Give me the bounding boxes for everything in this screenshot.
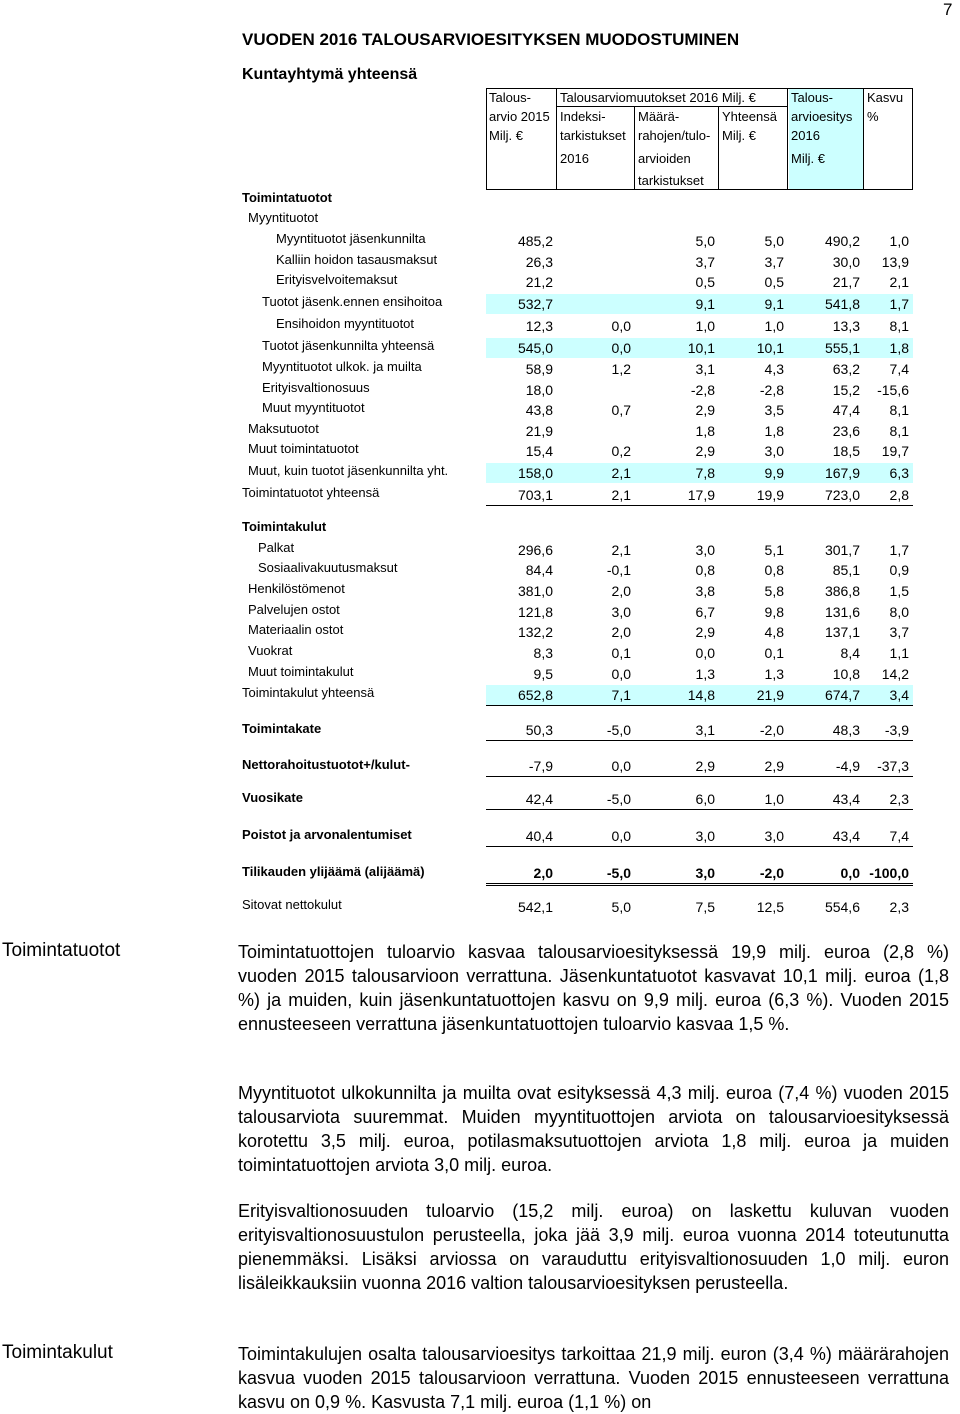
cell-value: 40,4 xyxy=(525,828,553,844)
paragraph: Toimintakulujen osalta talousarvioesitys tarkoittaa 21,9 milj. euron (3,4 %) määrärahojen kasvua vuoden 2015 talousarvioon verrattuna. Vuoden 2015 ennusteeseen verrattuna kasvu on 0,9 %. Kasvusta 7,1 milj. euroa (1,1 %) on xyxy=(238,1344,949,1412)
cell-value: 3,0 xyxy=(695,542,715,558)
cell-value: 48,3 xyxy=(832,722,860,738)
cell-value: 1,3 xyxy=(695,666,715,682)
cell-value: -7,9 xyxy=(528,758,553,774)
cell-value: 1,8 xyxy=(764,423,784,439)
cell-value: -5,0 xyxy=(606,722,631,738)
cell-value: 1,0 xyxy=(764,791,784,807)
row-underline xyxy=(486,885,913,886)
cell-value: 2,3 xyxy=(889,791,909,807)
cell-value: 386,8 xyxy=(824,583,860,599)
cell-value: 8,1 xyxy=(889,423,909,439)
row-label: Henkilöstömenot xyxy=(248,581,345,596)
table-row xyxy=(0,826,960,846)
row-label: Materiaalin ostot xyxy=(248,622,344,637)
cell-value: 554,6 xyxy=(824,899,860,915)
cell-value: 158,0 xyxy=(517,465,553,481)
cell-value: -0,1 xyxy=(606,562,631,578)
cell-value: 10,1 xyxy=(687,340,715,356)
row-label: Myyntituotot jäsenkunnilta xyxy=(276,231,426,246)
cell-value: 121,8 xyxy=(517,604,553,620)
cell-value: 674,7 xyxy=(824,687,860,703)
row-underline xyxy=(486,740,913,741)
table-row xyxy=(0,581,960,601)
cell-value: 485,2 xyxy=(517,233,553,249)
cell-value: 703,1 xyxy=(517,487,553,503)
cell-value: 1,1 xyxy=(889,645,909,661)
row-label: Tilikauden ylijäämä (alijäämä) xyxy=(242,864,425,879)
side-heading-expenses: Toimintakulut xyxy=(2,1342,113,1363)
cell-value: 58,9 xyxy=(525,361,553,377)
cell-value: -15,6 xyxy=(877,382,909,398)
cell-value: 301,7 xyxy=(824,542,860,558)
table-row xyxy=(0,863,960,883)
table-row xyxy=(0,643,960,663)
cell-value: 43,4 xyxy=(832,791,860,807)
cell-value: 652,8 xyxy=(517,687,553,703)
cell-value: 3,0 xyxy=(764,828,784,844)
table-row xyxy=(0,294,960,314)
cell-value: 12,5 xyxy=(756,899,784,915)
cell-value: 5,1 xyxy=(764,542,784,558)
table-row xyxy=(0,359,960,379)
cell-value: -2,8 xyxy=(759,382,784,398)
row-label: Erityisvaltionosuus xyxy=(262,380,370,395)
table-row xyxy=(0,756,960,776)
row-label: Toimintatuotot yhteensä xyxy=(242,485,380,500)
cell-value: 490,2 xyxy=(824,233,860,249)
cell-value: 3,0 xyxy=(695,865,715,881)
cell-value: 5,0 xyxy=(611,899,631,915)
cell-value: 21,9 xyxy=(525,423,553,439)
table-row xyxy=(0,421,960,441)
cell-value: 3,1 xyxy=(695,361,715,377)
row-label: Muut toimintakulut xyxy=(248,664,354,679)
cell-value: 0,0 xyxy=(695,645,715,661)
cell-value: 2,0 xyxy=(611,624,631,640)
row-label: Myyntituotot ulkok. ja muilta xyxy=(262,359,422,374)
cell-value: 7,8 xyxy=(695,465,715,481)
table-row xyxy=(0,380,960,400)
cell-value: 5,0 xyxy=(695,233,715,249)
cell-value: 1,7 xyxy=(889,542,909,558)
cell-value: 6,7 xyxy=(695,604,715,620)
cell-value: 21,9 xyxy=(756,687,784,703)
cell-value: 2,9 xyxy=(764,758,784,774)
cell-value: 2,1 xyxy=(611,487,631,503)
table-row xyxy=(0,685,960,705)
cell-value: 8,3 xyxy=(533,645,553,661)
cell-value: 63,2 xyxy=(832,361,860,377)
cell-value: 541,8 xyxy=(824,296,860,312)
cell-value: 131,6 xyxy=(824,604,860,620)
cell-value: 23,6 xyxy=(832,423,860,439)
row-label: Poistot ja arvonalentumiset xyxy=(242,827,412,842)
cell-value: 0,8 xyxy=(764,562,784,578)
cell-value: 3,4 xyxy=(889,687,909,703)
cell-value: 0,0 xyxy=(611,758,631,774)
table-row xyxy=(0,720,960,740)
row-label: Vuosikate xyxy=(242,790,303,805)
cell-value: 19,9 xyxy=(756,487,784,503)
table-row xyxy=(0,518,960,538)
cell-value: 1,3 xyxy=(764,666,784,682)
cell-value: 137,1 xyxy=(824,624,860,640)
cell-value: 723,0 xyxy=(824,487,860,503)
cell-value: 13,9 xyxy=(881,254,909,270)
cell-value: 2,1 xyxy=(611,465,631,481)
row-label: Kalliin hoidon tasausmaksut xyxy=(276,252,438,267)
cell-value: 0,2 xyxy=(611,443,631,459)
cell-value: 0,5 xyxy=(695,274,715,290)
cell-value: 43,4 xyxy=(832,828,860,844)
row-label: Muut, kuin tuotot jäsenkunnilta yht. xyxy=(248,463,449,478)
cell-value: -2,0 xyxy=(759,865,784,881)
cell-value: 2,8 xyxy=(889,487,909,503)
cell-value: 2,0 xyxy=(533,865,553,881)
row-label: Maksutuotot xyxy=(248,421,319,436)
cell-value: -4,9 xyxy=(835,758,860,774)
cell-value: 15,4 xyxy=(525,443,553,459)
cell-value: 555,1 xyxy=(824,340,860,356)
cell-value: 167,9 xyxy=(824,465,860,481)
cell-value: 3,8 xyxy=(695,583,715,599)
paragraph: Erityisvaltionosuuden tuloarvio (15,2 milj. euroa) on laskettu kuluvan vuoden erityisvaltionosuustulon perusteella, joka jää 3,9 milj. euroa vuonna 2014 toteutunutta pienemmäksi. Lisäksi arviossa on varauduttu erityisvaltionosuuden 1,0 milj. euron lisäleikkauksiin vuonna 2016 valtion talousarvioesityksen perusteella. xyxy=(238,1201,949,1293)
page-subtitle: Kuntayhtymä yhteensä xyxy=(242,66,418,83)
row-label: Vuokrat xyxy=(248,643,293,658)
table-row xyxy=(0,463,960,483)
cell-value: 1,0 xyxy=(695,318,715,334)
cell-value: 15,2 xyxy=(832,382,860,398)
row-label: Toimintakulut yhteensä xyxy=(242,685,375,700)
table-row xyxy=(0,252,960,272)
cell-value: 85,1 xyxy=(832,562,860,578)
row-label: Muut myyntituotot xyxy=(262,400,365,415)
row-label: Muut toimintatuotot xyxy=(248,441,359,456)
cell-value: 0,8 xyxy=(695,562,715,578)
table-row xyxy=(0,190,960,210)
cell-value: -3,9 xyxy=(884,722,909,738)
cell-value: 1,8 xyxy=(889,340,909,356)
table-row xyxy=(0,485,960,505)
cell-value: 3,0 xyxy=(611,604,631,620)
cell-value: 545,0 xyxy=(517,340,553,356)
cell-value: 47,4 xyxy=(832,402,860,418)
cell-value: 3,1 xyxy=(695,722,715,738)
table-row xyxy=(0,316,960,336)
table-row xyxy=(0,664,960,684)
row-label: Toimintakulut xyxy=(242,519,327,534)
cell-value: 21,7 xyxy=(832,274,860,290)
row-underline xyxy=(486,883,913,884)
cell-value: 296,6 xyxy=(517,542,553,558)
cell-value: 2,1 xyxy=(889,274,909,290)
cell-value: 17,9 xyxy=(687,487,715,503)
cell-value: 1,2 xyxy=(611,361,631,377)
cell-value: -100,0 xyxy=(869,865,909,881)
cell-value: 13,3 xyxy=(832,318,860,334)
cell-value: 132,2 xyxy=(517,624,553,640)
cell-value: 8,4 xyxy=(840,645,860,661)
cell-value: 0,9 xyxy=(889,562,909,578)
cell-value: 9,9 xyxy=(764,465,784,481)
cell-value: 9,5 xyxy=(533,666,553,682)
cell-value: 26,3 xyxy=(525,254,553,270)
cell-value: 3,7 xyxy=(764,254,784,270)
table-row xyxy=(0,441,960,461)
cell-value: 18,0 xyxy=(525,382,553,398)
table-row xyxy=(0,789,960,809)
cell-value: 1,5 xyxy=(889,583,909,599)
cell-value: 10,8 xyxy=(832,666,860,682)
row-underline xyxy=(486,776,913,777)
cell-value: 9,8 xyxy=(764,604,784,620)
table-row xyxy=(0,272,960,292)
cell-value: 84,4 xyxy=(525,562,553,578)
page-title: VUODEN 2016 TALOUSARVIOESITYKSEN MUODOSTUMINEN xyxy=(242,30,740,49)
cell-value: 19,7 xyxy=(881,443,909,459)
table-row xyxy=(0,602,960,622)
cell-value: -5,0 xyxy=(606,791,631,807)
cell-value: 3,0 xyxy=(695,828,715,844)
cell-value: 1,0 xyxy=(889,233,909,249)
cell-value: -2,8 xyxy=(690,382,715,398)
cell-value: 0,5 xyxy=(764,274,784,290)
cell-value: 0,0 xyxy=(611,828,631,844)
cell-value: 6,3 xyxy=(889,465,909,481)
row-underline xyxy=(486,505,913,506)
cell-value: 5,0 xyxy=(764,233,784,249)
cell-value: 43,8 xyxy=(525,402,553,418)
cell-value: 12,3 xyxy=(525,318,553,334)
cell-value: 8,1 xyxy=(889,402,909,418)
cell-value: 4,3 xyxy=(764,361,784,377)
cell-value: 14,8 xyxy=(687,687,715,703)
page-number: 7 xyxy=(943,0,953,19)
paragraph: Myyntituotot ulkokunnilta ja muilta ovat esityksessä 4,3 milj. euroa (7,4 %) vuoden 2015 talousarviota suuremmat. Muiden myyntituottojen arviota on talousarvioesityksessä korotettu 3,5 milj. euroa, potilasmaksutuottojen arviota 1,8 milj. euroa ja muiden toimintatuottojen arviota 3,0 milj. euroa. xyxy=(238,1083,949,1175)
cell-value: 8,1 xyxy=(889,318,909,334)
cell-value: 2,9 xyxy=(695,758,715,774)
cell-value: 2,9 xyxy=(695,443,715,459)
cell-value: 6,0 xyxy=(695,791,715,807)
cell-value: 50,3 xyxy=(525,722,553,738)
cell-value: 7,4 xyxy=(889,361,909,377)
cell-value: 1,8 xyxy=(695,423,715,439)
cell-value: 8,0 xyxy=(889,604,909,620)
side-heading-revenue: Toimintatuotot xyxy=(2,940,121,961)
cell-value: 14,2 xyxy=(881,666,909,682)
cell-value: 542,1 xyxy=(517,899,553,915)
row-label: Sosiaalivakuutusmaksut xyxy=(258,560,398,575)
row-underline xyxy=(486,846,913,847)
cell-value: 0,0 xyxy=(840,865,860,881)
row-label: Tuotot jäsenk.ennen ensihoitoa xyxy=(262,294,443,309)
row-label: Ensihoidon myyntituotot xyxy=(276,316,415,331)
cell-value: 9,1 xyxy=(764,296,784,312)
cell-value: 7,4 xyxy=(889,828,909,844)
row-underline xyxy=(486,809,913,810)
row-label: Sitovat nettokulut xyxy=(242,897,342,912)
table-row xyxy=(0,338,960,358)
cell-value: 3,5 xyxy=(764,402,784,418)
table-row xyxy=(0,400,960,420)
row-label: Toimintakate xyxy=(242,721,322,736)
cell-value: 2,9 xyxy=(695,402,715,418)
row-label: Myyntituotot xyxy=(248,210,319,225)
cell-value: 7,1 xyxy=(611,687,631,703)
row-underline xyxy=(486,705,913,706)
row-label: Tuotot jäsenkunnilta yhteensä xyxy=(262,338,435,353)
cell-value: -37,3 xyxy=(877,758,909,774)
table-row xyxy=(0,897,960,917)
table-row xyxy=(0,560,960,580)
cell-value: 18,5 xyxy=(832,443,860,459)
cell-value: 0,1 xyxy=(764,645,784,661)
cell-value: 21,2 xyxy=(525,274,553,290)
cell-value: 0,0 xyxy=(611,340,631,356)
cell-value: 9,1 xyxy=(695,296,715,312)
cell-value: 2,9 xyxy=(695,624,715,640)
cell-value: 1,0 xyxy=(764,318,784,334)
cell-value: 4,8 xyxy=(764,624,784,640)
cell-value: 0,0 xyxy=(611,318,631,334)
cell-value: 532,7 xyxy=(517,296,553,312)
cell-value: 3,0 xyxy=(764,443,784,459)
cell-value: 0,1 xyxy=(611,645,631,661)
cell-value: 2,0 xyxy=(611,583,631,599)
table-row xyxy=(0,231,960,251)
cell-value: 1,7 xyxy=(889,296,909,312)
cell-value: -2,0 xyxy=(759,722,784,738)
cell-value: 5,8 xyxy=(764,583,784,599)
cell-value: 10,1 xyxy=(756,340,784,356)
row-label: Palkat xyxy=(258,540,295,555)
table-row xyxy=(0,622,960,642)
table-row xyxy=(0,540,960,560)
row-label: Toimintatuotot xyxy=(242,190,333,205)
cell-value: 3,7 xyxy=(695,254,715,270)
cell-value: 30,0 xyxy=(832,254,860,270)
cell-value: 0,0 xyxy=(611,666,631,682)
table-row xyxy=(0,210,960,230)
cell-value: 381,0 xyxy=(517,583,553,599)
paragraph: Toimintatuottojen tuloarvio kasvaa talousarvioesityksessä 19,9 milj. euroa (2,8 %) vuoden 2015 talousarvioon verrattuna. Jäsenkuntatuotot kasvavat 10,1 milj. euroa (1,8 %) ja muiden, kuin jäsenkuntatuottojen kasvu on 9,9 milj. euroa (6,3 %). Vuoden 2015 ennusteeseen verrattuna jäsenkuntatuottojen tuloarvio kasvaa 1,5 %. xyxy=(238,942,949,1034)
row-label: Erityisvelvoitemaksut xyxy=(276,272,398,287)
cell-value: 3,7 xyxy=(889,624,909,640)
row-label: Nettorahoitustuotot+/kulut- xyxy=(242,757,410,772)
cell-value: 2,1 xyxy=(611,542,631,558)
cell-value: 7,5 xyxy=(695,899,715,915)
cell-value: -5,0 xyxy=(606,865,631,881)
cell-value: 2,3 xyxy=(889,899,909,915)
row-label: Palvelujen ostot xyxy=(248,602,340,617)
cell-value: 42,4 xyxy=(525,791,553,807)
cell-value: 0,7 xyxy=(611,402,631,418)
